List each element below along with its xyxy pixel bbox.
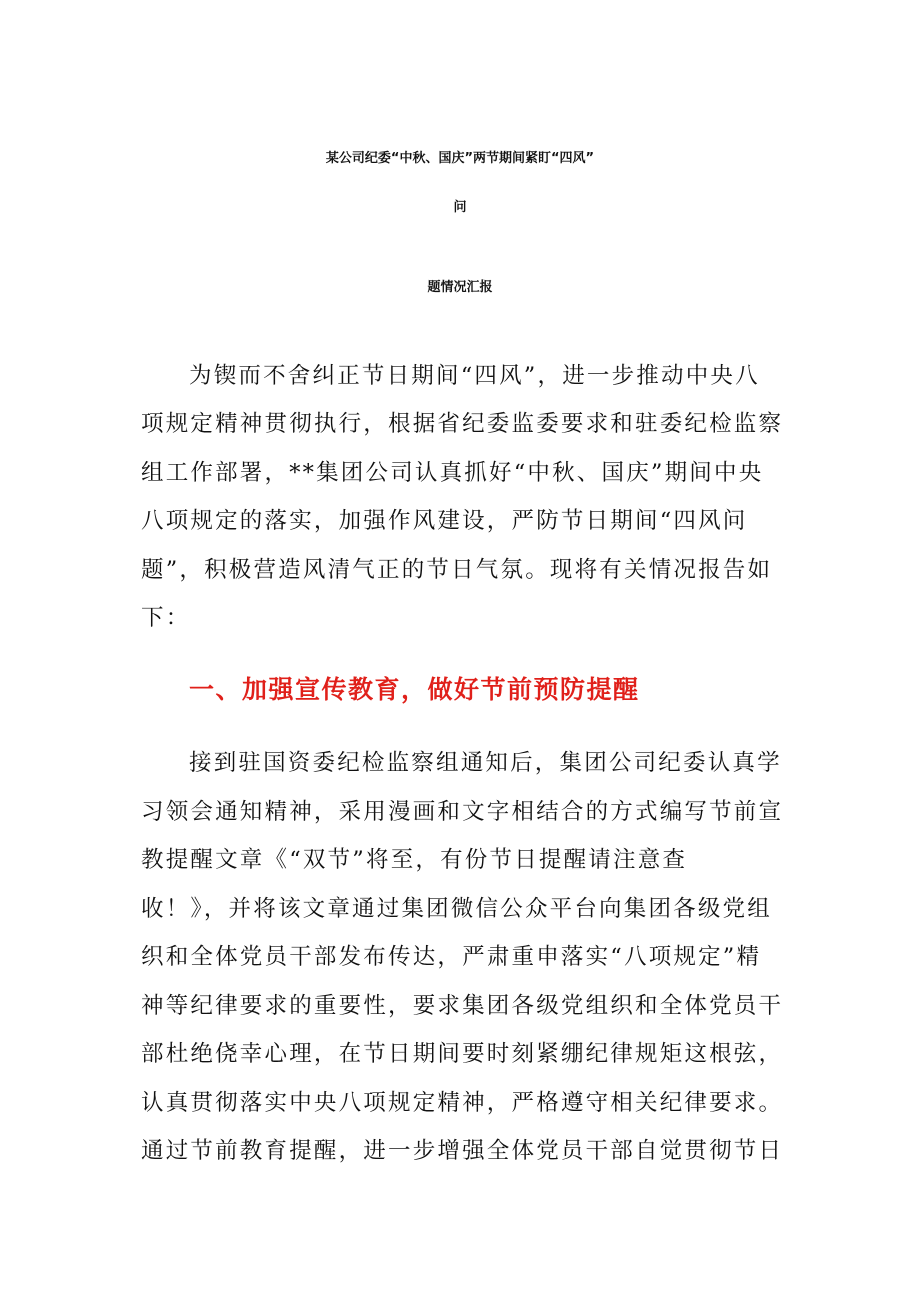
section-1-line-8: 认真贯彻落实中央八项规定精神，严格遵守相关纪律要求。 [141, 1090, 784, 1116]
section-1-line-5: 织和全体党员干部发布传达，严肃重申落实“八项规定”精 [141, 944, 762, 970]
intro-line-2: 项规定精神贯彻执行，根据省纪委监委要求和驻委纪检监察 [141, 411, 784, 437]
section-1-line-4: 收！》，并将该文章通过集团微信公众平台向集团各级党组 [141, 896, 772, 922]
title-line-2: 问 [453, 200, 467, 215]
section-1-line-6: 神等纪律要求的重要性，要求集团各级党组织和全体党员干 [141, 993, 784, 1019]
section-1-line-1: 接到驻国资委纪检监察组通知后，集团公司纪委认真学 [189, 750, 782, 776]
title-line-1: 某公司纪委“中秋、国庆”两节期间紧盯“四风” [325, 151, 595, 166]
intro-line-3: 组工作部署，**集团公司认真抓好“中秋、国庆”期间中央 [141, 460, 764, 486]
intro-line-4: 八项规定的落实，加强作风建设，严防节日期间“四风问 [141, 508, 748, 534]
section-1-line-7: 部杜绝侥幸心理，在节日期间要时刻紧绷纪律规矩这根弦， [141, 1041, 784, 1067]
section-1-heading: 一、加强宣传教育，做好节前预防提醒 [189, 675, 640, 704]
intro-line-5: 题”，积极营造风清气正的节日气氛。现将有关情况报告如 [141, 557, 773, 583]
intro-line-1: 为锲而不舍纠正节日期间“四风”，进一步推动中央八 [189, 363, 760, 389]
title-line-3: 题情况汇报 [427, 280, 493, 295]
section-1-line-9: 通过节前教育提醒，进一步增强全体党员干部自觉贯彻节日 [141, 1138, 784, 1164]
section-1-line-2: 习领会通知精神，采用漫画和文字相结合的方式编写节前宣 [141, 799, 784, 825]
section-1-line-3: 教提醒文章《“双节”将至，有份节日提醒请注意查 [141, 847, 688, 873]
intro-line-6: 下： [141, 605, 191, 631]
